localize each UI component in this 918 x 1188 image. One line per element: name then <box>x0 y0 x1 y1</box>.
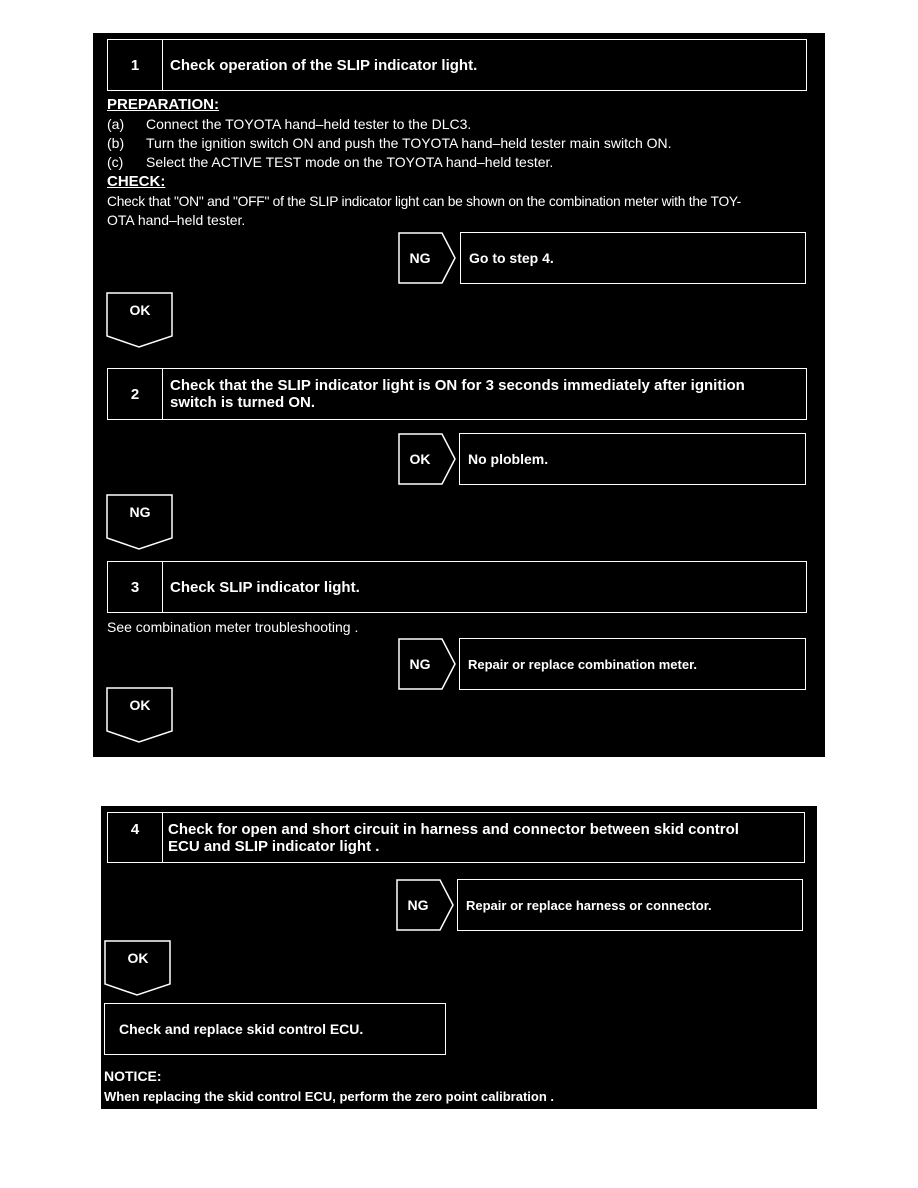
step-1-title: Check operation of the SLIP indicator light. <box>170 56 478 74</box>
troubleshooting-panel-1 <box>93 33 825 757</box>
step-3-ok-shield <box>106 687 174 743</box>
prep-item-b-mark: (b) <box>107 135 125 151</box>
step-1-ok-shield <box>106 292 174 348</box>
step-4-ng-result: Repair or replace harness or connector. <box>457 879 803 931</box>
prep-item-c-mark: (c) <box>107 154 124 170</box>
prep-item-b-text: Turn the ignition switch ON and push the TOYOTA hand–held tester main switch ON. <box>146 135 672 151</box>
step-2-ng-shield <box>106 494 174 550</box>
step-3-ok-label: OK <box>129 697 151 713</box>
step-4-ok-label: OK <box>127 950 149 966</box>
prep-item-c-text: Select the ACTIVE TEST mode on the TOYOTA hand–held tester. <box>146 154 554 170</box>
step-1-ok-label: OK <box>129 302 151 318</box>
final-action-box: Check and replace skid control ECU. <box>104 1003 446 1055</box>
step-4-header <box>107 812 805 863</box>
check-text-line-2: OTA hand–held tester. <box>107 212 246 228</box>
step-4-ok-shield <box>104 940 172 996</box>
step-1-ng-result: Go to step 4. <box>460 232 806 284</box>
ng-shield-shape <box>106 494 174 550</box>
step-2-ok-result: No ploblem. <box>459 433 806 485</box>
prep-item-a-mark: (a) <box>107 116 125 132</box>
step-1-number: 1 <box>108 40 163 90</box>
step-1-header <box>107 39 807 91</box>
step-4-title <box>168 813 798 862</box>
notice-text: When replacing the skid control ECU, perform the zero point calibration . <box>104 1089 554 1104</box>
step-2-ok-arrow <box>398 433 456 485</box>
step-3-ng-arrow <box>398 638 456 690</box>
step-2-number: 2 <box>108 369 163 419</box>
notice-label: NOTICE: <box>104 1068 162 1084</box>
step-3-note: See combination meter troubleshooting . <box>107 619 359 635</box>
step-3-number: 3 <box>108 562 163 612</box>
check-label: CHECK: <box>107 173 166 190</box>
step-2-title <box>170 369 800 419</box>
step-2-ng-label: NG <box>129 504 151 520</box>
step-1-ng-label: NG <box>409 250 431 266</box>
step-2-ok-label: OK <box>409 451 431 467</box>
ok-shield-shape <box>106 687 174 743</box>
step-3-ng-label: NG <box>409 656 431 672</box>
step-3-header <box>107 561 807 613</box>
step-4-title-line-1: Check for open and short circuit in harness and connector between skid control <box>168 821 739 838</box>
step-3-title: Check SLIP indicator light. <box>170 578 360 596</box>
step-2-title-line-2: switch is turned ON. <box>170 394 316 411</box>
step-4-number: 4 <box>108 813 163 862</box>
troubleshooting-panel-2 <box>101 806 817 1109</box>
step-2-title-line-1: Check that the SLIP indicator light is ON for 3 seconds immediately after ignition <box>170 377 745 394</box>
ok-shield-shape <box>104 940 172 996</box>
ok-shield-shape <box>106 292 174 348</box>
check-text-line-1: Check that "ON" and "OFF" of the SLIP indicator light can be shown on the combination meter with the TOY- <box>107 194 741 209</box>
step-2-header <box>107 368 807 420</box>
step-4-ng-label: NG <box>407 897 429 913</box>
step-1-ng-arrow <box>398 232 456 284</box>
step-4-title-line-2: ECU and SLIP indicator light . <box>168 838 380 855</box>
prep-item-a-text: Connect the TOYOTA hand–held tester to the DLC3. <box>146 116 472 132</box>
step-4-ng-arrow <box>396 879 454 931</box>
step-3-ng-result: Repair or replace combination meter. <box>459 638 806 690</box>
preparation-label: PREPARATION: <box>107 96 219 113</box>
